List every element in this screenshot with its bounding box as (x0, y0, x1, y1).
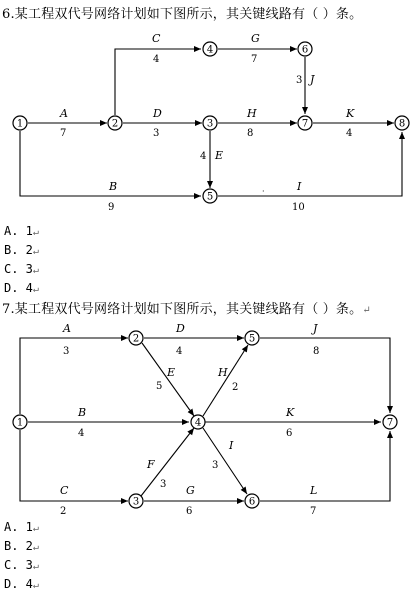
node-2 (108, 116, 122, 130)
label-e: E (215, 149, 224, 162)
svg-text:6: 6 (301, 44, 309, 56)
node-5 (245, 331, 259, 345)
label-d: D (176, 322, 185, 335)
svg-text:1: 1 (16, 417, 24, 429)
duration-d: 4 (176, 346, 183, 357)
node-7 (383, 415, 397, 429)
svg-text:4: 4 (194, 417, 202, 429)
duration-e: 5 (156, 381, 163, 392)
duration-a: 7 (60, 128, 67, 139)
q6-option-a[interactable]: A. 1↵ (4, 224, 39, 238)
label-h: H (218, 366, 228, 379)
svg-text:5: 5 (206, 191, 214, 203)
label-j: J (310, 73, 315, 86)
duration-k: 6 (286, 428, 293, 439)
svg-text:4: 4 (206, 44, 214, 56)
network-diagram-q7 (0, 318, 420, 523)
activity-h-arrow (203, 345, 248, 416)
duration-g: 6 (186, 506, 193, 517)
label-a: A (63, 322, 71, 335)
node-5 (203, 189, 217, 203)
duration-a: 3 (63, 346, 70, 357)
duration-k: 4 (346, 128, 353, 139)
node-6 (298, 42, 312, 56)
label-g: G (186, 484, 195, 497)
label-k: K (286, 406, 295, 419)
q6-option-c[interactable]: C. 3↵ (4, 262, 39, 276)
duration-i: 3 (212, 460, 219, 471)
node-3 (203, 116, 217, 130)
duration-j: 3 (296, 75, 303, 86)
duration-j: 8 (313, 346, 320, 357)
q7-option-a[interactable]: A. 1↵ (4, 520, 39, 534)
node-4 (191, 415, 205, 429)
duration-f: 3 (160, 479, 167, 490)
svg-text:3: 3 (206, 118, 214, 130)
duration-b: 9 (108, 202, 115, 213)
activity-i-arrow (203, 428, 247, 494)
label-b: B (109, 180, 118, 193)
label-i: I (229, 439, 234, 452)
activity-a-arrow (20, 338, 128, 414)
label-e: E (167, 366, 176, 379)
q6-option-d[interactable]: D. 4↵ (4, 281, 39, 295)
duration-b: 4 (78, 428, 85, 439)
duration-c: 4 (153, 54, 160, 65)
label-c: C (60, 484, 69, 497)
label-b: B (78, 406, 87, 419)
svg-text:2: 2 (111, 118, 119, 130)
label-g: G (251, 32, 260, 45)
node-6 (245, 494, 259, 508)
question-7-title: 7.某工程双代号网络计划如下图所示，其关键线路有（ ）条。↵ (2, 302, 371, 317)
q6-option-b[interactable]: B. 2↵ (4, 243, 39, 257)
node-4 (203, 42, 217, 56)
duration-d: 3 (153, 128, 160, 139)
question-6-title: 6.某工程双代号网络计划如下图所示，其关键线路有（ ）条。 (2, 7, 363, 22)
q7-option-d[interactable]: D. 4↵ (4, 577, 39, 591)
activity-l-arrow (260, 431, 390, 501)
svg-text:8: 8 (398, 118, 406, 130)
label-a: A (60, 107, 68, 120)
node-7 (298, 116, 312, 130)
duration-h: 2 (232, 382, 239, 393)
activity-e-arrow (142, 343, 194, 416)
svg-text:7: 7 (386, 417, 394, 429)
duration-i: 10 (292, 202, 305, 213)
duration-h: 8 (247, 128, 254, 139)
label-d: D (153, 107, 162, 120)
svg-text:1: 1 (16, 118, 24, 130)
duration-l: 7 (310, 506, 317, 517)
svg-text:2: 2 (132, 333, 140, 345)
label-j: J (313, 322, 318, 335)
node-2 (129, 331, 143, 345)
label-c: C (152, 32, 161, 45)
label-k: K (346, 107, 355, 120)
duration-e: 4 (200, 151, 207, 162)
q7-option-c[interactable]: C. 3↵ (4, 558, 39, 572)
svg-text:6: 6 (248, 496, 256, 508)
svg-text:3: 3 (132, 496, 140, 508)
activity-i-arrow (218, 132, 402, 196)
q7-option-b[interactable]: B. 2↵ (4, 539, 39, 553)
label-i: I (297, 180, 302, 193)
node-8 (395, 116, 409, 130)
label-f: F (147, 458, 155, 471)
activity-j-arrow (260, 338, 390, 413)
svg-text:5: 5 (248, 333, 256, 345)
label-h: H (247, 107, 257, 120)
duration-g: 7 (251, 54, 258, 65)
stray-mark: · (262, 187, 265, 196)
node-1 (13, 116, 27, 130)
label-l: L (310, 484, 318, 497)
svg-text:7: 7 (301, 118, 309, 130)
activity-c-arrow (20, 430, 128, 501)
network-diagram-q6 (0, 22, 420, 237)
duration-c: 2 (60, 506, 67, 517)
node-1 (13, 415, 27, 429)
node-3 (129, 494, 143, 508)
